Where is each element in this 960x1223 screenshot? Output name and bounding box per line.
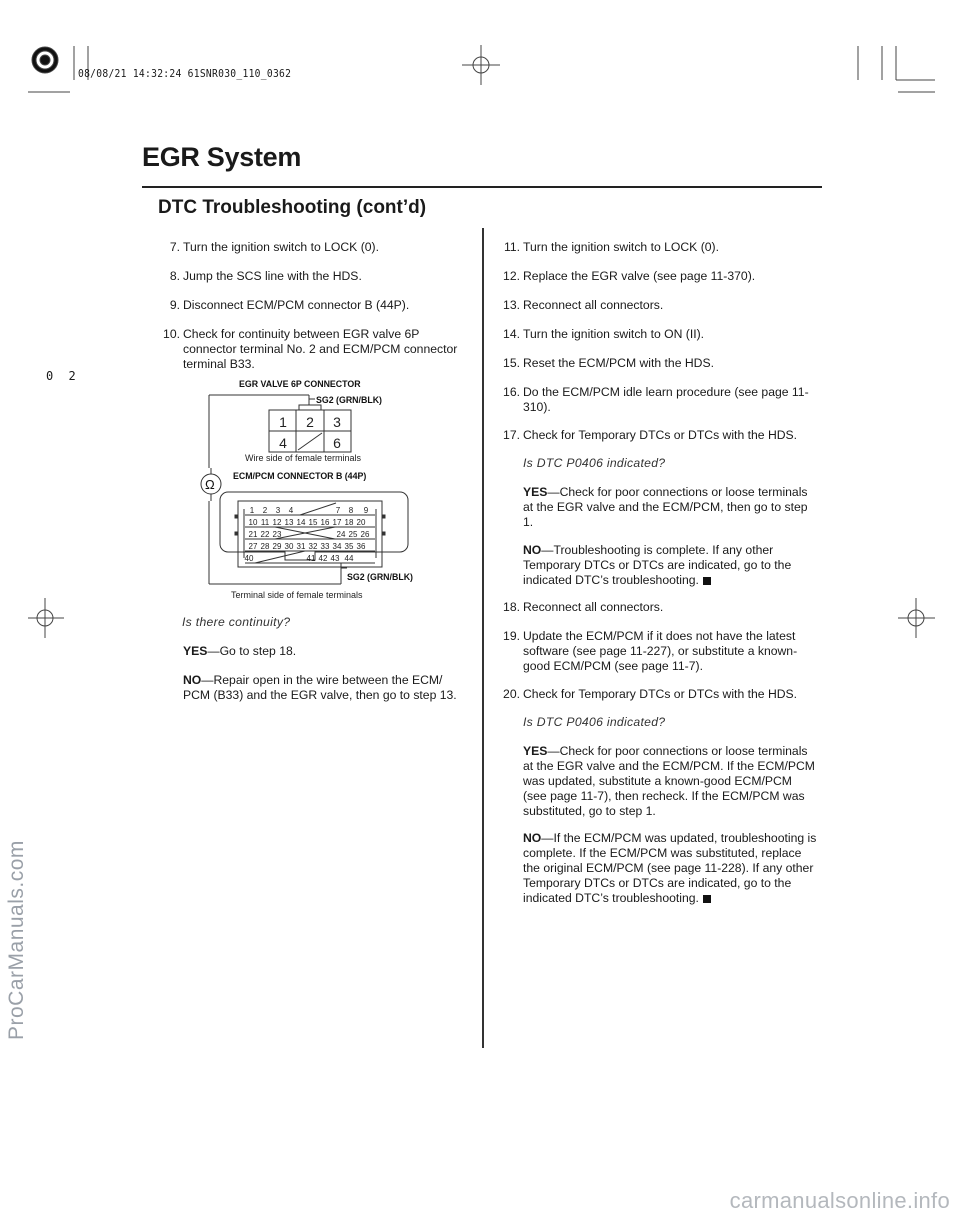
dtc2-yes-answer: YES—Check for poor connections or loose terminals at the EGR valve and the ECM/PCM. If the ECM/PCM was updated, substitute a known-good ECM/PCM (see page 11-7), then recheck. If the ECM/PCM was substituted, go to step 1. — [523, 744, 815, 818]
ecm-terminal: 31 — [296, 542, 306, 551]
ohmmeter-icon: Ω — [205, 477, 215, 492]
ecm-terminal: 25 — [348, 530, 358, 539]
ecm-terminal: 10 — [248, 518, 258, 527]
no-label: NO — [523, 831, 542, 845]
step-text: Do the ECM/PCM idle learn procedure (see page 11-310). — [523, 385, 809, 414]
egr-connector-title: EGR VALVE 6P CONNECTOR — [239, 379, 361, 389]
step-number: 16. — [503, 385, 520, 399]
ecm-terminal: 40 — [244, 554, 254, 563]
continuity-yes-answer: YES—Go to step 18. — [183, 644, 297, 658]
ecm-terminal: 27 — [248, 542, 258, 551]
ecm-terminal: 20 — [356, 518, 366, 527]
ecm-terminal: 32 — [308, 542, 318, 551]
yes-text: Check for poor connections or loose terminals at the EGR valve and the ECM/PCM. If the ECM/PCM was updated, substitute a known-good ECM/PCM (see page 11-7), then recheck. If the ECM/PCM was substituted, go to step 1. — [523, 744, 815, 818]
step-text: Check for Temporary DTCs or DTCs with the HDS. — [523, 687, 798, 701]
step-number: 9. — [169, 298, 180, 312]
egr-terminal: 3 — [333, 414, 341, 430]
step-number: 14. — [503, 327, 520, 341]
step-text: Turn the ignition switch to ON (II). — [523, 327, 705, 341]
step-text: Reconnect all connectors. — [523, 298, 664, 312]
step-text: Reset the ECM/PCM with the HDS. — [523, 356, 714, 370]
dtc2-no-answer: NO—If the ECM/PCM was updated, troubleshooting is complete. If the ECM/PCM was substituted, replace the original ECM/PCM (see page 11-228). If any other Temporary DTCs or DTCs are indicated, go to the indicated DTC’s troubleshooting. — [523, 831, 817, 905]
step-text: Update the ECM/PCM if it does not have the latest software (see page 11-227), or substitute a known-good ECM/PCM (see page 11-7). — [523, 629, 798, 673]
ecm-terminal: 21 — [248, 530, 258, 539]
yes-label: YES — [523, 744, 548, 758]
terminal-side-caption: Terminal side of female terminals — [231, 590, 363, 600]
column-divider — [482, 228, 484, 1048]
side-watermark: ProCarManuals.com — [5, 840, 28, 1040]
step-text: Turn the ignition switch to LOCK (0). — [183, 240, 379, 254]
ecm-terminal: 34 — [332, 542, 342, 551]
ecm-terminal: 3 — [275, 506, 281, 515]
title-rule — [142, 186, 822, 188]
yes-label: YES — [523, 485, 548, 499]
ecm-terminal: 33 — [320, 542, 330, 551]
step-text: Jump the SCS line with the HDS. — [183, 269, 362, 283]
yes-label: YES — [183, 644, 208, 658]
ecm-terminal: 29 — [272, 542, 282, 551]
no-label: NO — [523, 543, 542, 557]
step-number: 11. — [503, 240, 520, 254]
no-text: If the ECM/PCM was updated, troubleshooting is complete. If the ECM/PCM was substituted, replace the original ECM/PCM (see page 11-228). If any other Temporary DTCs or DTCs are indicated, go to the indicated DTC’s troubleshooting. — [523, 831, 817, 905]
step-number: 7. — [169, 240, 180, 254]
margin-code: 0 2 — [46, 369, 80, 383]
ecm-terminal: 28 — [260, 542, 270, 551]
step-text: Disconnect ECM/PCM connector B (44P). — [183, 298, 410, 312]
ecm-terminal: 9 — [363, 506, 369, 515]
ecm-terminal: 18 — [344, 518, 354, 527]
continuity-no-answer: NO—Repair open in the wire between the ECM/ PCM (B33) and the EGR valve, then go to step 13. — [183, 673, 457, 702]
dtc1-yes-answer: YES—Check for poor connections or loose terminals at the EGR valve and the ECM/PCM, then go to step 1. — [523, 485, 808, 529]
ecm-terminal: 23 — [272, 530, 282, 539]
page-subtitle: DTC Troubleshooting (cont’d) — [158, 197, 427, 218]
ecm-terminal: 35 — [344, 542, 354, 551]
step-number: 8. — [169, 269, 180, 283]
egr-terminal: 4 — [279, 435, 287, 451]
dtc-question-2: Is DTC P0406 indicated? — [523, 715, 666, 729]
end-of-procedure-mark — [703, 577, 711, 585]
ecm-terminal: 12 — [272, 518, 282, 527]
sg2-bottom-label: SG2 (GRN/BLK) — [347, 572, 413, 582]
step-number: 19. — [503, 629, 520, 643]
ecm-terminal: 22 — [260, 530, 270, 539]
ecm-terminal: 13 — [284, 518, 294, 527]
ecm-terminal: 16 — [320, 518, 330, 527]
no-label: NO — [183, 673, 202, 687]
continuity-question: Is there continuity? — [182, 615, 291, 629]
ecm-terminal: 26 — [360, 530, 370, 539]
step-number: 18. — [503, 600, 520, 614]
step-number: 15. — [503, 356, 520, 370]
ecm-terminal: 17 — [332, 518, 342, 527]
ecm-terminal: 1 — [249, 506, 255, 515]
egr-terminal: 6 — [333, 435, 341, 451]
ecm-terminal: 4 — [288, 506, 294, 515]
ecm-terminal: 36 — [356, 542, 366, 551]
ecm-terminal: 11 — [260, 518, 270, 527]
print-timestamp: 08/08/21 14:32:24 61SNR030_110_0362 — [78, 68, 292, 80]
dtc1-no-answer: NO—Troubleshooting is complete. If any other Temporary DTCs or DTCs are indicated, go to the indicated DTC’s troubleshooting. — [523, 543, 792, 587]
wire-side-caption: Wire side of female terminals — [245, 453, 362, 463]
connector-diagram — [195, 378, 465, 604]
step-number: 13. — [503, 298, 520, 312]
page-title: EGR System — [142, 142, 302, 172]
step-text: Replace the EGR valve (see page 11-370). — [523, 269, 756, 283]
sg2-top-label: SG2 (GRN/BLK) — [316, 395, 382, 405]
step-number: 20. — [503, 687, 520, 701]
ecm-terminal: 14 — [296, 518, 306, 527]
ecm-terminal: 7 — [335, 506, 341, 515]
step-number: 12. — [503, 269, 520, 283]
step-number: 17. — [503, 428, 520, 442]
yes-text: Go to step 18. — [219, 644, 297, 658]
yes-text: Check for poor connections or loose terminals at the EGR valve and the ECM/PCM, then go to step 1. — [523, 485, 808, 529]
no-text: Troubleshooting is complete. If any other Temporary DTCs or DTCs are indicated, go to the indicated DTC’s troubleshooting. — [523, 543, 792, 587]
step-number: 10. — [163, 327, 180, 341]
ecm-terminal: 43 — [330, 554, 340, 563]
ecm-terminal: 24 — [336, 530, 346, 539]
ecm-connector-title: ECM/PCM CONNECTOR B (44P) — [233, 471, 367, 481]
ecm-terminal: 30 — [284, 542, 294, 551]
step-text: Turn the ignition switch to LOCK (0). — [523, 240, 719, 254]
end-of-procedure-mark — [703, 895, 711, 903]
step-text: Check for Temporary DTCs or DTCs with the HDS. — [523, 428, 798, 442]
ecm-terminal: 15 — [308, 518, 318, 527]
ecm-terminal: 41 — [306, 554, 316, 563]
ecm-terminal: 42 — [318, 554, 328, 563]
step-text: Check for continuity between EGR valve 6P connector terminal No. 2 and ECM/PCM connector terminal B33. — [183, 327, 458, 371]
ecm-terminal: 8 — [348, 506, 354, 515]
ecm-terminal: 2 — [262, 506, 268, 515]
egr-terminal: 1 — [279, 414, 287, 430]
ecm-terminal: 44 — [344, 554, 354, 563]
footer-watermark: carmanualsonline.info — [729, 1188, 950, 1213]
step-text: Reconnect all connectors. — [523, 600, 664, 614]
egr-terminal: 2 — [306, 414, 314, 430]
no-text: Repair open in the wire between the ECM/ PCM (B33) and the EGR valve, then go to step 13. — [183, 673, 457, 702]
dtc-question-1: Is DTC P0406 indicated? — [523, 456, 666, 470]
